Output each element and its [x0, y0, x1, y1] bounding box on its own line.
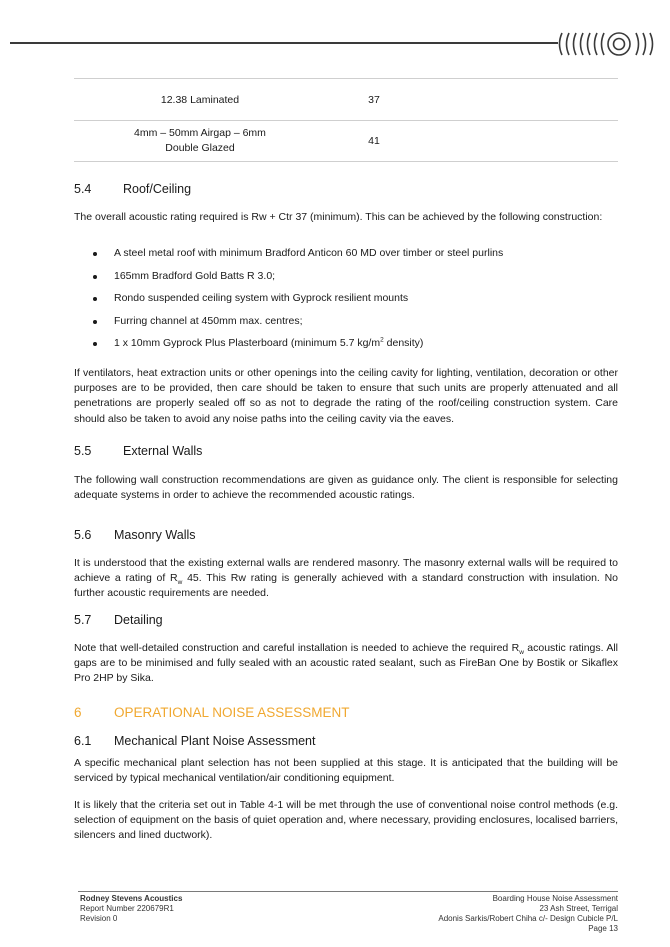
list-item-text: Rondo suspended ceiling system with Gyprock resilient mounts — [114, 292, 409, 304]
table-row — [74, 79, 618, 121]
list-item — [74, 291, 618, 314]
glazing-line-2: Double Glazed — [165, 142, 235, 154]
rating-cell: 37 — [326, 79, 422, 121]
section-title: Roof/Ceiling — [123, 182, 192, 196]
section-heading-5-4 — [74, 182, 191, 196]
list-item-text: Furring channel at 450mm max. centres; — [114, 314, 303, 327]
section-number: 5.4 — [74, 182, 92, 196]
bullet-icon — [93, 297, 97, 301]
paragraph: It is likely that the criteria set out in Table 4-1 will be met through the use of conventional noise control methods (e.g. selection of equipment on the basis of quiet operation and, where necessary, providing enclosures, localised barriers, silencers and lined ductwork). — [74, 799, 618, 842]
client: Adonis Sarkis/Robert Chiha c/- Design Cubicle P/L — [438, 914, 618, 923]
paragraph: Note that well-detailed construction and careful installation is needed to achieve the required $R_w$ acoustic ratings. All gaps are to be minimised and fully sealed with an acoustic rated sealant, such as FireBan One by Bostik or Sikaflex Pro 2HP by Sika. — [74, 642, 619, 685]
bullet-list — [74, 246, 618, 359]
section-heading-6 — [74, 705, 350, 720]
company-name: Rodney Stevens Acoustics — [80, 894, 183, 903]
glazing-cell — [74, 121, 326, 162]
bullet-icon — [93, 275, 97, 279]
bullet-icon — [93, 320, 97, 324]
footer-left — [80, 894, 182, 924]
glazing-cell: 12.38 Laminated — [74, 79, 326, 121]
list-item — [74, 269, 618, 292]
document-title: Boarding House Noise Assessment — [492, 894, 618, 903]
footer-rule — [78, 891, 618, 892]
list-item-text: 1 x 10mm Gyprock Plus Plasterboard (minimum 5.7 $kg/m^2$ density) — [114, 336, 424, 349]
list-item-text: A steel metal roof with minimum Bradford Anticon 60 MD over timber or steel purlins — [114, 247, 504, 259]
empty-cell — [422, 79, 618, 121]
sound-wave-logo-icon — [556, 29, 666, 59]
list-item — [74, 246, 618, 269]
footer-right — [438, 894, 618, 934]
bullet-icon — [93, 342, 97, 346]
section-title: External Walls — [123, 444, 203, 458]
paragraph: The following wall construction recommendations are given as guidance only. The client is responsible for selecting adequate systems in order to achieve the recommended acoustic ratings. — [74, 474, 618, 502]
section-title: Detailing — [114, 613, 163, 627]
paragraph: It is understood that the existing external walls are rendered masonry. The masonry external walls will be required to achieve a rating of $R_w$ 45. This Rw rating is generally achieved with a standard construction with insulation. No further acoustic requirements are needed. — [74, 557, 618, 600]
bullet-icon — [93, 252, 97, 256]
table-row — [74, 121, 618, 162]
section-title: Mechanical Plant Noise Assessment — [114, 734, 316, 748]
list-item — [74, 314, 618, 337]
glazing-line-1: 4mm – 50mm Airgap – 6mm — [134, 127, 266, 139]
paragraph: The overall acoustic rating required is Rw + Ctr 37 (minimum). This can be achieved by the following construction: — [74, 211, 603, 223]
rating-cell: 41 — [326, 121, 422, 162]
paragraph: If ventilators, heat extraction units or other openings into the ceiling cavity for lighting, ventilation, decoration or other purposes are to be provided, then care should be taken to ensure that such units are properly attenuated and all penetrations are properly sealed off so as not to degrade the rating of the roof/ceiling construction system. Care should also be taken to avoid any noise paths into the ceiling cavity via the eaves. — [74, 367, 618, 425]
section-number: 5.6 — [74, 528, 92, 542]
revision: Revision 0 — [80, 914, 118, 923]
section-heading-5-7 — [74, 613, 163, 627]
report-number: Report Number 220679R1 — [80, 904, 174, 913]
section-title: OPERATIONAL NOISE ASSESSMENT — [114, 705, 350, 720]
section-number: 6 — [74, 705, 82, 720]
section-number: 5.5 — [74, 444, 92, 458]
glazing-table — [74, 78, 618, 162]
section-heading-5-6 — [74, 528, 196, 542]
list-item-text: 165mm Bradford Gold Batts R 3.0; — [114, 269, 276, 282]
list-item — [74, 336, 618, 359]
address: 23 Ash Street, Terrigal — [539, 904, 618, 913]
section-number: 5.7 — [74, 613, 92, 627]
page-number: Page 13 — [588, 924, 618, 933]
paragraph: A specific mechanical plant selection has not been supplied at this stage. It is anticipated that the building will be serviced by typical mechanical ventilation/air conditioning equipment. — [74, 757, 618, 785]
section-heading-6-1 — [74, 734, 315, 748]
section-title: Masonry Walls — [114, 528, 196, 542]
header-rule — [10, 42, 558, 44]
section-number: 6.1 — [74, 734, 92, 748]
empty-cell — [422, 121, 618, 162]
section-heading-5-5 — [74, 444, 202, 458]
